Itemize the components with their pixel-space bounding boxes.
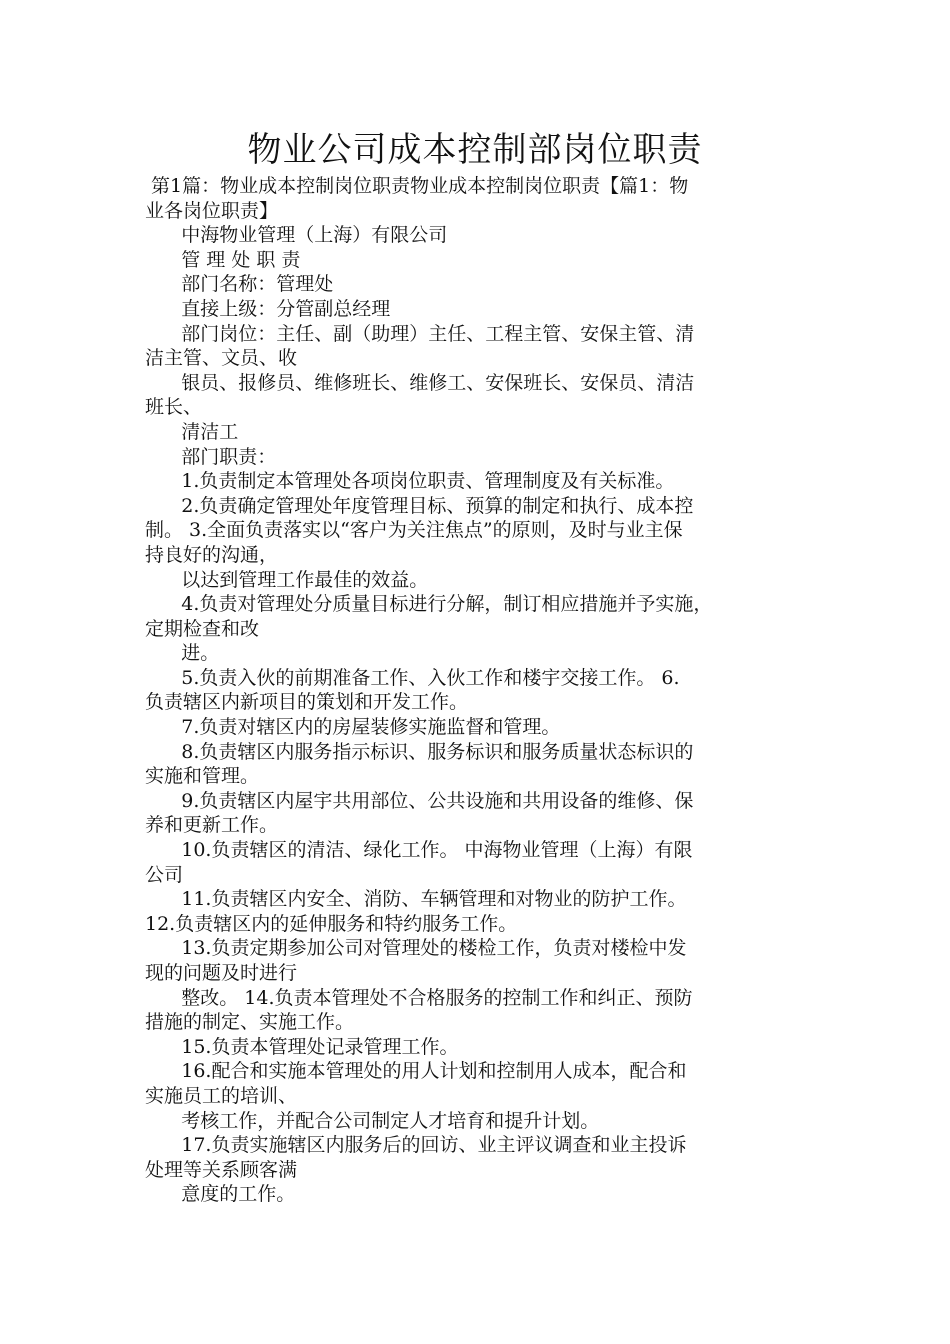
document-line: 银员、报修员、维修班长、维修工、安保班长、安保员、清洁	[145, 371, 695, 394]
document-line: 4.负责对管理处分质量目标进行分解，制订相应措施并予实施，	[145, 593, 713, 616]
document-line: 部门职责：	[145, 445, 277, 468]
document-line: 12.负责辖区内的延伸服务和特约服务工作。	[145, 912, 518, 935]
document-line: 考核工作，并配合公司制定人才培育和提升计划。	[145, 1109, 600, 1132]
document-line: 措施的制定、实施工作。	[145, 1011, 355, 1034]
document-line: 整改。 14.负责本管理处不合格服务的控制工作和纠正、预防	[145, 986, 693, 1009]
document-line: 中海物业管理（上海）有限公司	[145, 224, 448, 247]
document-line: 清洁工	[145, 420, 239, 443]
document-line: 意度的工作。	[145, 1183, 296, 1206]
document-line: 管 理 处 职 责	[145, 248, 301, 271]
document-line: 10.负责辖区的清洁、绿化工作。 中海物业管理（上海）有限	[145, 839, 693, 862]
document-line: 持良好的沟通，	[145, 543, 279, 566]
document-line: 洁主管、文员、收	[145, 347, 298, 370]
document-line: 部门岗位：主任、副（助理）主任、工程主管、安保主管、清	[145, 322, 695, 345]
document-body	[145, 174, 810, 1207]
document-line: 进。	[145, 642, 220, 665]
document-line: 16.配合和实施本管理处的用人计划和控制用人成本，配合和	[145, 1060, 687, 1083]
document-line: 9.负责辖区内屋宇共用部位、公共设施和共用设备的维修、保	[145, 789, 694, 812]
document-line: 制。 3.全面负责落实以“客户为关注焦点”的原则，及时与业主保	[145, 519, 683, 542]
document-line: 17.负责实施辖区内服务后的回访、业主评议调查和业主投诉	[145, 1134, 687, 1157]
document-line: 负责辖区内新项目的策划和开发工作。	[145, 691, 469, 714]
document-line: 15.负责本管理处记录管理工作。	[145, 1035, 459, 1058]
document-line: 处理等关系顾客满	[145, 1158, 298, 1181]
document-line: 业各岗位职责】	[145, 199, 279, 222]
document-line: 11.负责辖区内安全、消防、车辆管理和对物业的防护工作。	[145, 888, 687, 911]
document-line: 班长、	[145, 396, 203, 419]
document-line: 实施和管理。	[145, 765, 260, 788]
document-line: 7.负责对辖区内的房屋装修实施监督和管理。	[145, 716, 561, 739]
document-line: 现的问题及时进行	[145, 962, 298, 984]
document-line: 养和更新工作。	[145, 814, 279, 837]
document-line: 定期检查和改	[145, 617, 260, 640]
document-line: 第1篇：物业成本控制岗位职责物业成本控制岗位职责【篇1：物	[145, 175, 689, 197]
document-line: 实施员工的培训、	[145, 1084, 298, 1107]
document-line: 公司	[145, 863, 184, 886]
document-line: 5.负责入伙的前期准备工作、入伙工作和楼宇交接工作。 6.	[145, 666, 680, 689]
document-line: 13.负责定期参加公司对管理处的楼检工作，负责对楼检中发	[145, 937, 687, 960]
document-line: 2.负责确定管理处年度管理目标、预算的制定和执行、成本控	[145, 494, 694, 517]
document-line: 部门名称：管理处	[145, 273, 334, 296]
document-line: 以达到管理工作最佳的效益。	[145, 568, 429, 591]
document-line: 直接上级：分管副总经理	[145, 297, 391, 320]
document-line: 1.负责制定本管理处各项岗位职责、管理制度及有关标准。	[145, 470, 675, 493]
document-line: 8.负责辖区内服务指示标识、服务标识和服务质量状态标识的	[145, 740, 694, 763]
document-title: 物业公司成本控制部岗位职责	[247, 130, 703, 170]
